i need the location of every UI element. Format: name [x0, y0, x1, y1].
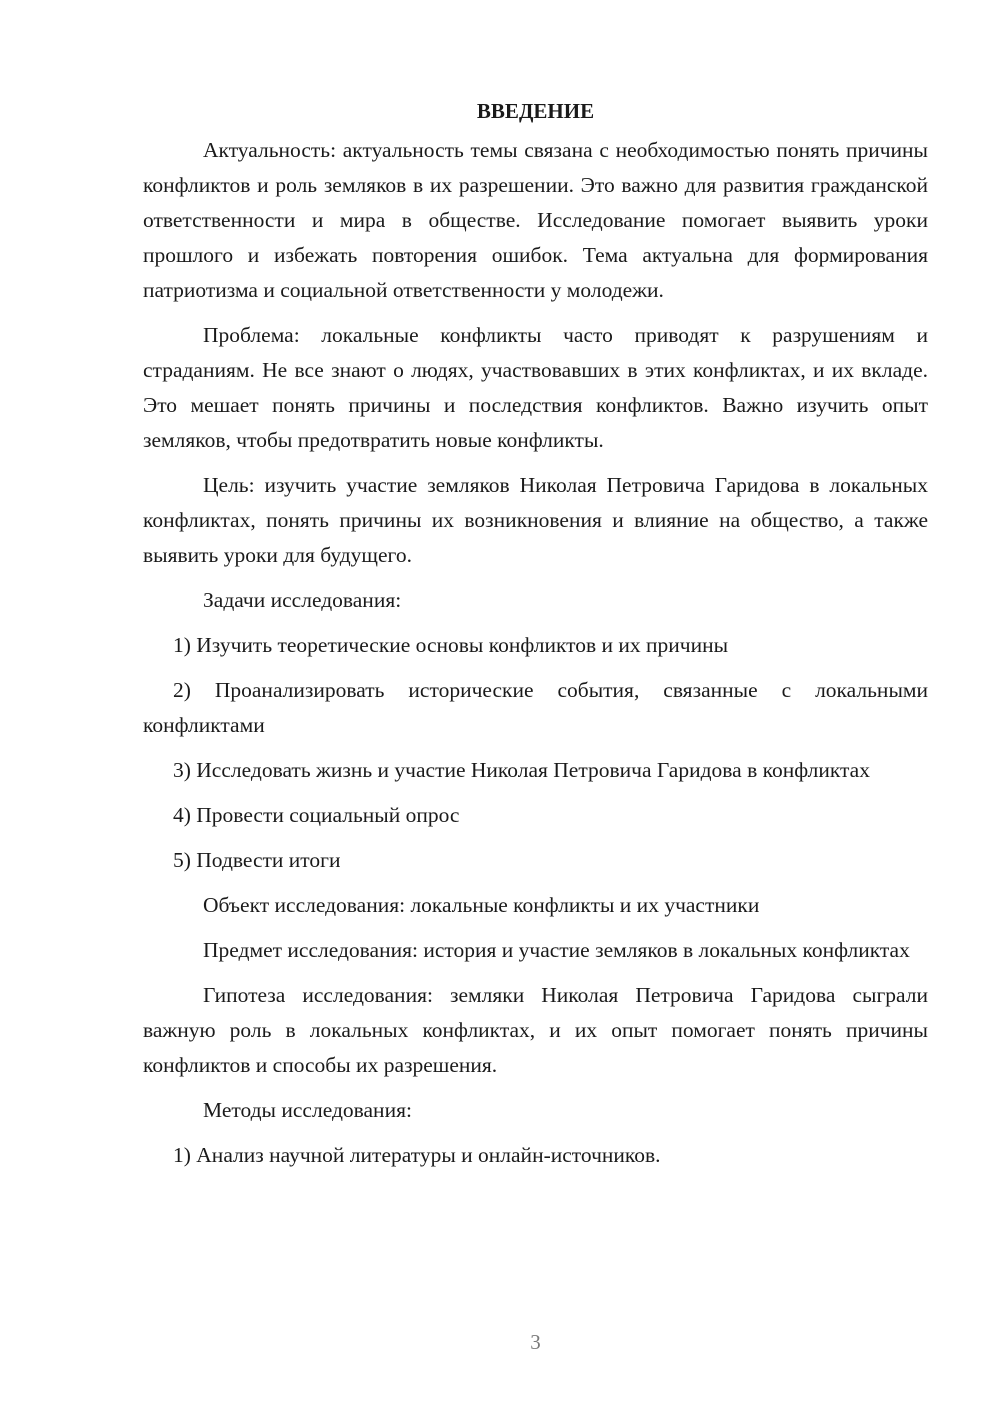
subject-paragraph: Предмет исследования: история и участие земляков в локальных конфликтах [203, 938, 910, 962]
problem-paragraph: Проблема: локальные конфликты часто приводят к разрушениям и страданиям. Не все знают о людях, участвовавших в этих конфликтах, и их вкладе. Это мешает понять причины и последствия конфликтов. Важно изучить опыт земляков, чтобы предотвратить новые конфликты. [143, 323, 928, 452]
task-item: 5) Подвести итоги [173, 848, 341, 872]
relevance-paragraph: Актуальность: актуальность темы связана с необходимостью понять причины конфликтов и роль земляков в их разрешении. Это важно для развития гражданской ответственности и мира в обществе. Исследование помогает выявить уроки прошлого и избежать повторения ошибок. Тема актуальна для формирования патриотизма и социальной ответственности у молодежи. [143, 138, 928, 302]
method-item: 1) Анализ научной литературы и онлайн-источников. [173, 1143, 661, 1167]
page-title: ВВЕДЕНИЕ [476, 99, 595, 123]
goal-paragraph: Цель: изучить участие земляков Николая Петровича Гаридова в локальных конфликтах, понять причины их возникновения и влияние на общество, а также выявить уроки для будущего. [143, 473, 928, 567]
task-item: 3) Исследовать жизнь и участие Николая Петровича Гаридова в конфликтах [173, 758, 870, 782]
task-item: 4) Провести социальный опрос [173, 803, 460, 827]
page-number: 3 [530, 1330, 541, 1354]
object-paragraph: Объект исследования: локальные конфликты и их участники [203, 893, 760, 917]
hypothesis-paragraph: Гипотеза исследования: земляки Николая Петровича Гаридова сыграли важную роль в локальных конфликтах, и их опыт помогает понять причины конфликтов и способы их разрешения. [143, 983, 928, 1077]
document-page [143, 93, 928, 1183]
task-item: 2) Проанализировать исторические события, связанные с локальными конфликтами [143, 678, 928, 737]
task-item: 1) Изучить теоретические основы конфликтов и их причины [173, 633, 729, 657]
methods-heading: Методы исследования: [203, 1098, 412, 1122]
tasks-heading: Задачи исследования: [203, 588, 402, 612]
